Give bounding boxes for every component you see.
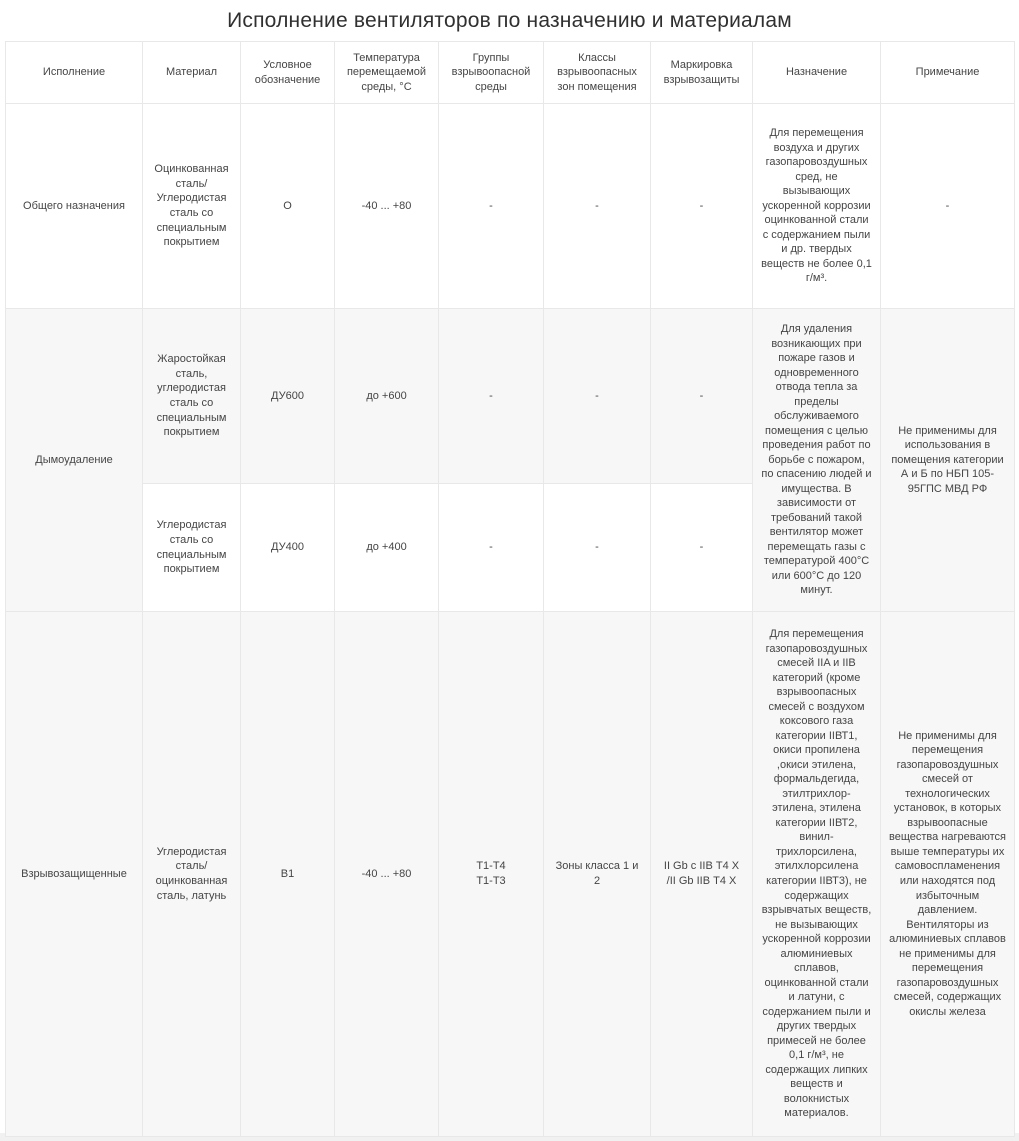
cell-smoke-note: Не применимы для использования в помещения категории А и Б по НБП 105-95ГПС МВД РФ [881,309,1015,612]
col-header-purpose: Назначение [753,42,881,104]
cell-smoke2-marking: - [651,484,753,612]
cell-explosion-symbol: В1 [241,612,335,1137]
cell-smoke1-material: Жаростойкая сталь, углеродистая сталь со специальным покрытием [143,309,241,484]
header-row [6,42,1015,104]
cell-explosion-zones: Зоны класса 1 и 2 [544,612,651,1137]
cell-general-zones: - [544,104,651,309]
groups-line-2: Т1-Т3 [476,875,506,887]
cell-smoke1-symbol: ДУ600 [241,309,335,484]
row-general-purpose [6,104,1015,309]
col-header-symbol: Условное обозначение [241,42,335,104]
cell-general-marking: - [651,104,753,309]
cell-explosion-temperature: -40 ... +80 [335,612,439,1137]
cell-general-groups: - [439,104,544,309]
groups-line-1: Т1-Т4 [476,860,506,873]
cell-explosion-groups [439,612,544,1137]
col-header-zone-classes: Классы взрывоопасных зон помещения [544,42,651,104]
marking-line-2: /II Gb IIВ Т4 Х [666,875,737,887]
cell-explosion-note: Не применимы для перемещения газопаровоздушных смесей от технологических установок, в которых взрывоопасные вещества нагреваются выше температуры их самовоспламенения или находятся под избыточным давлением. Вентиляторы из алюминиевых сплавов не применимы для перемещения газопаровоздушных смесей, содержащих окислы железа [881,612,1015,1137]
cell-explosion-marking [651,612,753,1137]
row-smoke-du600 [6,309,1015,484]
col-header-explosive-groups: Группы взрывоопасной среды [439,42,544,104]
col-header-marking: Маркировка взрывозащиты [651,42,753,104]
cell-smoke-purpose: Для удаления возникающих при пожаре газов и одновременного отвода тепла за пределы обслуживаемого помещения с целью проведения работ по борьбе с пожаром, по спасению людей и имущества. В зависимости от требований такой вентилятор может перемещать газы с температурой 400°С или 600°С до 120 минут. [753,309,881,612]
cell-explosion-material: Углеродистая сталь/ оцинкованная сталь, латунь [143,612,241,1137]
cell-general-temperature: -40 ... +80 [335,104,439,309]
row-explosion-proof [6,612,1015,1137]
fan-specs-table [5,41,1015,1137]
cell-explosion-purpose: Для перемещения газопаровоздушных смесей IIA и IIB категорий (кроме взрывоопасных смесей с воздухом коксового газа категории IIВТ1, окиси пропилена ,окиси этилена, формальдегида, этилтрихлор-этилена, этилена категории IIВТ2, винил-трихлорсилена, этилхлорсилена категории IIВТ3), не содержащих взрывчатых веществ, не вызывающих ускоренной коррозии алюминиевых сплавов, оцинкованной стали и латуни, с содержанием пыли и других твердых примесей не более 0,1 г/м³, не содержащих липких веществ и волокнистых материалов. [753,612,881,1137]
cell-smoke-design: Дымоудаление [6,309,143,612]
cell-smoke1-temperature: до +600 [335,309,439,484]
cell-smoke1-zones: - [544,309,651,484]
cell-smoke2-temperature: до +400 [335,484,439,612]
col-header-design: Исполнение [6,42,143,104]
cell-smoke1-marking: - [651,309,753,484]
page-title: Исполнение вентиляторов по назначению и материалам [227,9,792,32]
cell-general-material: Оцинкованная сталь/ Углеродистая сталь со специальным покрытием [143,104,241,309]
cell-explosion-design: Взрывозащищенные [6,612,143,1137]
cell-smoke2-material: Углеродистая сталь со специальным покрытием [143,484,241,612]
cell-smoke2-symbol: ДУ400 [241,484,335,612]
cell-general-purpose: Для перемещения воздуха и других газопаровоздушных сред, не вызывающих ускоренной коррозии оцинкованной стали с содержанием пыли и др. твердых веществ не более 0,1 г/м³. [753,104,881,309]
cell-general-design: Общего назначения [6,104,143,309]
cell-general-symbol: О [241,104,335,309]
cell-general-note: - [881,104,1015,309]
cell-smoke2-groups: - [439,484,544,612]
col-header-note: Примечание [881,42,1015,104]
col-header-material: Материал [143,42,241,104]
marking-line-1: II Gb с IIВ Т4 Х [663,860,740,873]
col-header-temperature: Температура перемещаемой среды, °С [335,42,439,104]
cell-smoke2-zones: - [544,484,651,612]
cell-smoke1-groups: - [439,309,544,484]
